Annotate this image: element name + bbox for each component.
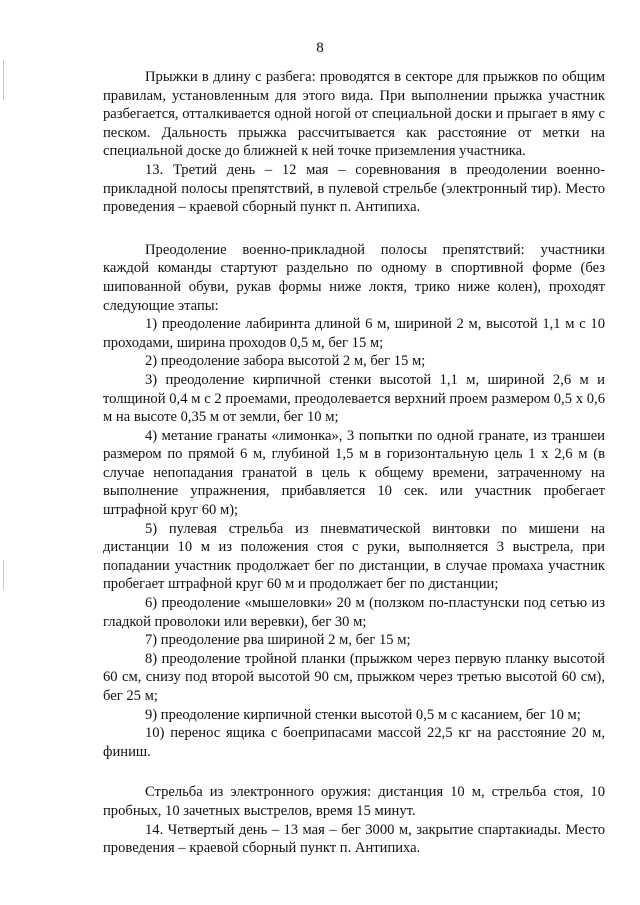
paragraph-day-4: 14. Четвертый день – 13 мая – бег 3000 м, закрытие спартакиады. Место проведения – краевой сборный пункт п. Антипиха.	[103, 821, 605, 857]
stage-item-7: 7) преодоление рва шириной 2 м, бег 15 м;	[145, 632, 411, 649]
scan-edge-mark	[3, 60, 4, 100]
stage-item-5: 5) пулевая стрельба из пневматической винтовки по мишени на дистанции 10 м из положения стоя с руки, выполняется 3 выстрела, при попадании участник продолжает бег по дистанции, в случае промаха участник пробегает штрафной круг 60 м и продолжает бег по дистанции;	[103, 520, 605, 593]
stage-item-1: 1) преодоление лабиринта длиной 6 м, шириной 2 м, высотой 1,1 м с 10 проходами, ширина проходов 0,5 м, бег 15 м;	[103, 316, 605, 351]
paragraph-spacer	[103, 217, 605, 241]
paragraph-obstacle-intro: Преодоление военно-прикладной полосы препятствий: участники каждой команды стартуют раздельно по одному в спортивной форме (без шипованной обуви, рукав формы ниже локтя, трико ниже колен), проходят следующие этапы:	[103, 241, 605, 314]
scan-edge-mark	[3, 560, 4, 590]
stage-item-10: 10) перенос ящика с боеприпасами массой 22,5 кг на расстояние 20 м, финиш.	[103, 725, 605, 760]
stage-item-2: 2) преодоление забора высотой 2 м, бег 15 м;	[145, 353, 426, 370]
paragraph-spacer	[103, 761, 605, 783]
paragraph-shooting: Стрельба из электронного оружия: дистанция 10 м, стрельба стоя, 10 пробных, 10 зачетных выстрелов, время 15 минут.	[103, 784, 605, 819]
document-body	[103, 68, 605, 858]
paragraph-day-3: 13. Третий день – 12 мая – соревнования в преодолении военно-прикладной полосы препятствий, в пулевой стрельбе (электронный тир). Место проведения – краевой сборный пункт п. Антипиха.	[103, 161, 605, 216]
stage-item-3: 3) преодоление кирпичной стенки высотой 1,1 м, шириной 2,6 м и толщиной 0,4 м с 2 проемами, преодолевается верхний проем размером 0,5 х 0,6 м на высоте 0,35 м от земли, бег 10 м;	[103, 371, 605, 426]
stage-item-6: 6) преодоление «мышеловки» 20 м (ползком по-пластунски под сетью из гладкой проволоки или веревки), бег 30 м;	[103, 595, 605, 630]
page-number: 8	[316, 40, 324, 56]
stage-item-8: 8) преодоление тройной планки (прыжком через первую планку высотой 60 см, снизу под второй высотой 90 см, прыжком через третью высотой 60 см), бег 25 м;	[103, 650, 605, 704]
paragraph-long-jump: Прыжки в длину с разбега: проводятся в секторе для прыжков по общим правилам, установленным для этого вида. При выполнении прыжка участник разбегается, отталкивается одной ногой от специальной доски и прыгает в яму с песком. Дальность прыжка рассчитывается как расстояние от метки на специальной доске до ближней к ней точке приземления участника.	[103, 69, 605, 160]
stage-item-9: 9) преодоление кирпичной стенки высотой 0,5 м с касанием, бег 10 м;	[145, 706, 581, 723]
stage-item-4: 4) метание гранаты «лимонка», 3 попытки по одной гранате, из траншеи размером по прямой 6 м, глубиной 1,5 м в горизонтальную цель 1 х 2,6 м (в случае непопадания гранатой в цель к общему времени, затраченному на выполнение упражнения, прибавляется 10 сек. или участник пробегает штрафной круг 60 м);	[103, 427, 605, 519]
